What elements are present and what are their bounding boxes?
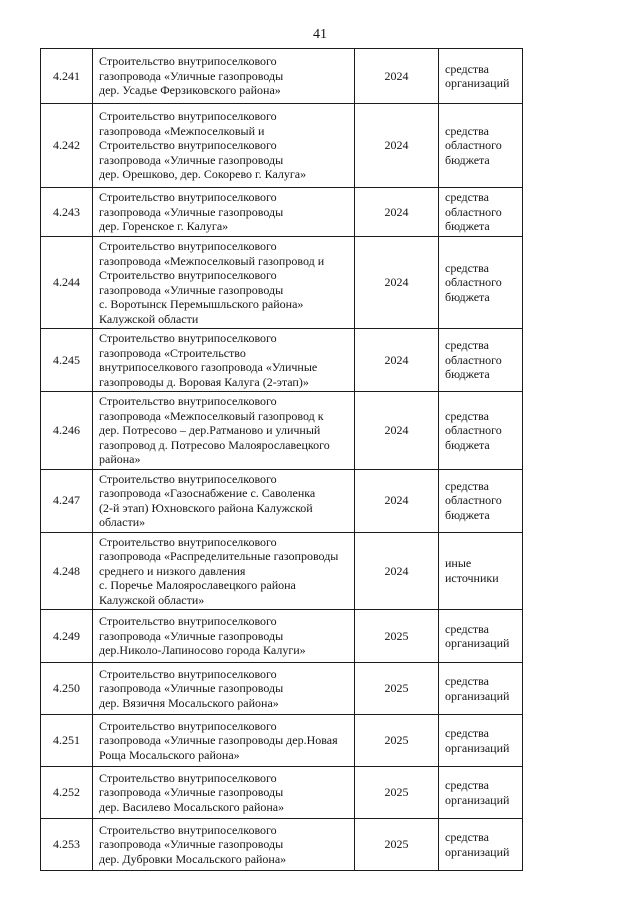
item-year: 2025 [355, 715, 439, 767]
item-year: 2024 [355, 188, 439, 237]
table-row [41, 663, 611, 715]
item-extra-cell [523, 392, 611, 470]
item-name: Строительство внутрипоселкового газопровода «Межпоселковый газопровод к дер. Потресово – дер.Ратманово и уличный газопровод д. Потресово Малоярославецкого района» [93, 392, 355, 470]
item-number: 4.245 [41, 329, 93, 392]
item-name: Строительство внутрипоселкового газопровода «Уличные газопроводы дер. Усадье Ферзиковского района» [93, 49, 355, 104]
item-funding-source: средства областного бюджета [439, 104, 523, 188]
item-year: 2025 [355, 610, 439, 663]
table-row [41, 329, 611, 392]
item-number: 4.252 [41, 767, 93, 819]
item-extra-cell [523, 819, 611, 871]
item-year: 2024 [355, 532, 439, 610]
item-funding-source: средства организаций [439, 663, 523, 715]
item-number: 4.242 [41, 104, 93, 188]
item-year: 2024 [355, 49, 439, 104]
page-number: 41 [313, 27, 327, 42]
item-year: 2025 [355, 819, 439, 871]
item-funding-source: средства областного бюджета [439, 237, 523, 329]
item-number: 4.250 [41, 663, 93, 715]
table-row [41, 49, 611, 104]
table-row [41, 767, 611, 819]
item-extra-cell [523, 532, 611, 610]
item-extra-cell [523, 49, 611, 104]
item-funding-source: средства областного бюджета [439, 469, 523, 532]
item-number: 4.247 [41, 469, 93, 532]
table-row [41, 819, 611, 871]
table-row [41, 469, 611, 532]
item-extra-cell [523, 469, 611, 532]
table-row [41, 188, 611, 237]
item-extra-cell [523, 104, 611, 188]
item-year: 2024 [355, 392, 439, 470]
item-number: 4.241 [41, 49, 93, 104]
item-extra-cell [523, 610, 611, 663]
program-table [40, 48, 611, 871]
table-row [41, 610, 611, 663]
item-number: 4.244 [41, 237, 93, 329]
item-extra-cell [523, 767, 611, 819]
item-year: 2024 [355, 237, 439, 329]
item-extra-cell [523, 715, 611, 767]
item-year: 2025 [355, 663, 439, 715]
item-funding-source: иные источники [439, 532, 523, 610]
item-funding-source: средства организаций [439, 715, 523, 767]
item-name: Строительство внутрипоселкового газопровода «Межпоселковый и Строительство внутрипоселкового газопровода «Уличные газопроводы дер. Орешково, дер. Сокорево г. Калуга» [93, 104, 355, 188]
item-number: 4.243 [41, 188, 93, 237]
item-extra-cell [523, 663, 611, 715]
item-name: Строительство внутрипоселкового газопровода «Уличные газопроводы дер.Новая Роща Мосальского района» [93, 715, 355, 767]
item-number: 4.248 [41, 532, 93, 610]
item-funding-source: средства областного бюджета [439, 329, 523, 392]
table-row [41, 715, 611, 767]
item-name: Строительство внутрипоселкового газопровода «Распределительные газопроводы среднего и низкого давления с. Поречье Малоярославецкого района Калужской области» [93, 532, 355, 610]
item-extra-cell [523, 237, 611, 329]
item-extra-cell [523, 188, 611, 237]
table-row [41, 392, 611, 470]
item-name: Строительство внутрипоселкового газопровода «Уличные газопроводы дер. Вязичня Мосальского района» [93, 663, 355, 715]
item-funding-source: средства организаций [439, 49, 523, 104]
table-row [41, 104, 611, 188]
item-year: 2025 [355, 767, 439, 819]
item-funding-source: средства организаций [439, 819, 523, 871]
table-row [41, 237, 611, 329]
item-name: Строительство внутрипоселкового газопровода «Газоснабжение с. Саволенка (2-й этап) Юхновского района Калужской области» [93, 469, 355, 532]
item-name: Строительство внутрипоселкового газопровода «Межпоселковый газопровод и Строительство внутрипоселкового газопровода «Уличные газопроводы с. Воротынск Перемышльского района» Калужской области [93, 237, 355, 329]
item-name: Строительство внутрипоселкового газопровода «Строительство внутрипоселкового газопровода «Уличные газопроводы д. Воровая Калуга (2-этап)» [93, 329, 355, 392]
item-year: 2024 [355, 104, 439, 188]
item-name: Строительство внутрипоселкового газопровода «Уличные газопроводы дер.Николо-Лапиносово города Калуги» [93, 610, 355, 663]
item-funding-source: средства организаций [439, 767, 523, 819]
item-extra-cell [523, 329, 611, 392]
item-number: 4.249 [41, 610, 93, 663]
item-name: Строительство внутрипоселкового газопровода «Уличные газопроводы дер. Дубровки Мосальского района» [93, 819, 355, 871]
item-number: 4.246 [41, 392, 93, 470]
item-name: Строительство внутрипоселкового газопровода «Уличные газопроводы дер. Горенское г. Калуга» [93, 188, 355, 237]
item-number: 4.251 [41, 715, 93, 767]
item-funding-source: средства организаций [439, 610, 523, 663]
table-row [41, 532, 611, 610]
item-number: 4.253 [41, 819, 93, 871]
item-year: 2024 [355, 469, 439, 532]
item-funding-source: средства областного бюджета [439, 392, 523, 470]
item-funding-source: средства областного бюджета [439, 188, 523, 237]
item-year: 2024 [355, 329, 439, 392]
item-name: Строительство внутрипоселкового газопровода «Уличные газопроводы дер. Василево Мосальского района» [93, 767, 355, 819]
